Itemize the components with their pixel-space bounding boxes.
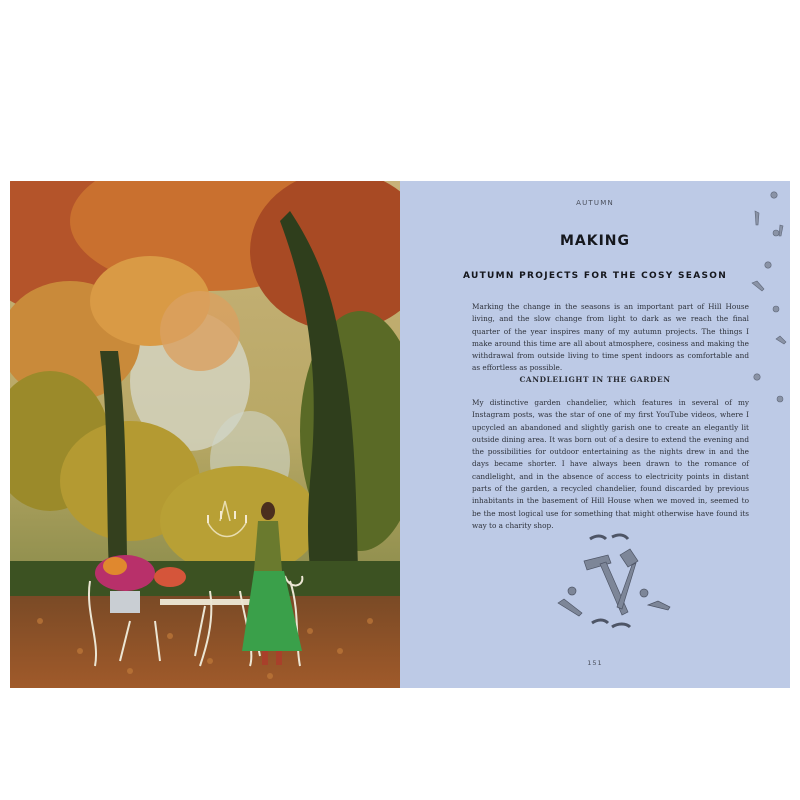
page-title: MAKING [559,233,631,249]
screws-and-nails-icon [740,181,790,421]
section-heading: CANDLELIGHT IN THE GARDEN [519,375,671,384]
hammer-and-paintbrush-icon [550,531,680,641]
book-spread [10,181,790,688]
garden-photograph [10,181,400,688]
autumn-garden-image [10,181,400,688]
page-subtitle: AUTUMN PROJECTS FOR THE COSY SEASON [462,271,728,281]
section-paragraph: My distinctive garden chandelier, which features in several of my Instagram posts, was the star of one of my first YouTube videos, where I upcycled an abandoned and slightly garish one to create an elegantly lit outside dining area. It was born out of a desire to extend the evening and the possibilities for outdoor entertaining as the nights drew in and the days became shorter. I have always been drawn to the romance of candlelight, and in the absence of access to electricity points in distant parts of the garden, a recycled chandelier, found discarded by previous inhabitants in the basement of Hill House when we moved in, seemed to be the most logical use for something that might otherwise have found its way to a charity shop. [472,398,749,530]
page-number: 151 [587,659,603,667]
running-head: AUTUMN [576,199,614,207]
text-page [400,181,790,688]
intro-paragraph: Marking the change in the seasons is an important part of Hill House living, and the slow change from light to dark as we reach the final quarter of the year inspires many of my autumn projects. The things I make around this time are all about atmosphere, cosiness and making the withdrawal from outside living to time spent indoors as comfortable and as effortless as possible. [472,302,749,373]
